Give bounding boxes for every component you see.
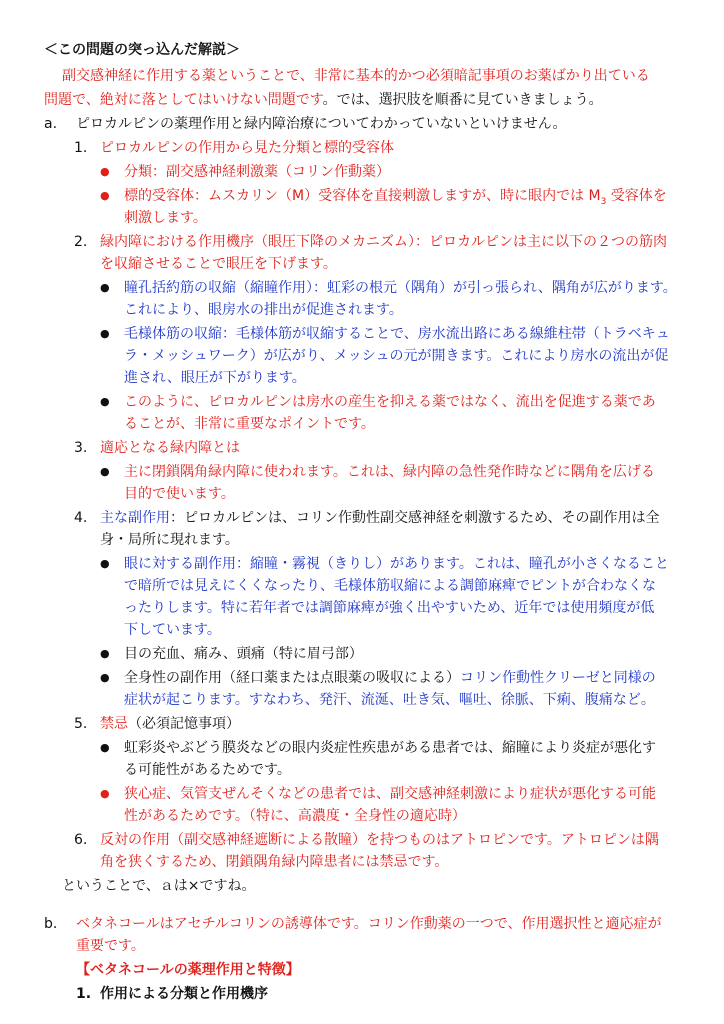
- option-b-item-1-number: 1.: [76, 986, 92, 1002]
- item-4-bullet-1-cont: 下しています。: [124, 622, 221, 638]
- item-4-title: 主な副作用：ピロカルピンは、コリン作動性副交感神経を刺激するため、その副作用は全: [100, 510, 660, 526]
- item-2-bullet-2-cont: ラ・メッシュワーク）が広がり、メッシュの元が開きます。これにより房水の流出が促: [124, 348, 669, 364]
- bullet-icon: ●: [100, 787, 110, 800]
- item-2-line-2: を収縮させることで眼圧を下げます。: [100, 256, 337, 272]
- bullet-icon: ●: [100, 557, 110, 570]
- item-6-line-2: 角を狭くするため、閉鎖隅角緑内障患者には禁忌です。: [100, 854, 449, 870]
- section-header: ＜この問題の突っ込んだ解説＞: [44, 42, 240, 58]
- item-1-bullet-1: 分類：副交感神経刺激薬（コリン作動薬）: [124, 164, 390, 180]
- item-3-number: 3.: [74, 440, 88, 456]
- item-5-bullet-2-cont: 性があるためです。（特に、高濃度・全身性の適応時）: [124, 808, 466, 824]
- bullet-icon: ●: [100, 327, 110, 340]
- item-6-number: 6.: [74, 832, 88, 848]
- option-b-line-1: ベタネコールはアセチルコリンの誘導体です。コリン作動薬の一つで、作用選択性と適応症が: [76, 916, 662, 932]
- item-5-number: 5.: [74, 716, 88, 732]
- option-b-item-1-title: 作用による分類と作用機序: [100, 986, 268, 1002]
- intro-line-1: 副交感神経に作用する薬ということで、非常に基本的かつ必須暗記事項のお薬ばかり出ている: [62, 68, 650, 84]
- item-5-bullet-1-cont: る可能性があるためです。: [124, 762, 291, 778]
- item-2-bullet-3-cont: ることが、非常に重要なポイントです。: [124, 416, 375, 432]
- option-b-heading: 【ベタネコールの薬理作用と特徴】: [76, 962, 300, 978]
- bullet-icon: ●: [100, 165, 110, 178]
- bullet-icon: ●: [100, 647, 110, 660]
- item-5-bullet-1: 虹彩炎やぶどう膜炎などの眼内炎症性疾患がある患者では、縮瞳により炎症が悪化す: [124, 740, 656, 756]
- item-3-bullet-1-cont: 目的で使います。: [124, 486, 235, 502]
- item-4-bullet-1-cont: で暗所では見えにくくなったり、毛様体筋収縮による調節麻痺でピントが合わなくな: [124, 578, 656, 594]
- item-5-title: 禁忌（必須記憶事項）: [100, 716, 240, 732]
- item-2-bullet-2: 毛様体筋の収縮：毛様体筋が収縮することで、房水流出路にある線維柱帯（トラベキュ: [124, 326, 670, 342]
- item-1-title: ピロカルピンの作用から見た分類と標的受容体: [100, 140, 394, 156]
- item-5-bullet-2: 狭心症、気管支ぜんそくなどの患者では、副交感神経刺激により症状が悪化する可能: [124, 786, 656, 802]
- intro-line-2: 問題で、絶対に落としてはいけない問題です。では、選択肢を順番に見ていきましょう。: [44, 92, 603, 108]
- bullet-icon: ●: [100, 671, 110, 684]
- bullet-icon: ●: [100, 189, 110, 202]
- item-2-bullet-1-cont: これにより、眼房水の排出が促進されます。: [124, 302, 403, 318]
- bullet-icon: ●: [100, 741, 110, 754]
- item-1-bullet-2-cont: 刺激します。: [124, 210, 207, 226]
- bullet-icon: ●: [100, 281, 110, 294]
- item-4-bullet-1: 眼に対する副作用：縮瞳・霧視（きりし）があります。これは、瞳孔が小さくなること: [124, 556, 669, 572]
- item-2-bullet-1: 瞳孔括約筋の収縮（縮瞳作用）：虹彩の根元（隅角）が引っ張られ、隅角が広がります。: [124, 280, 677, 296]
- item-4-bullet-3-cont: 症状が起こります。すなわち、発汗、流涎、吐き気、嘔吐、徐脈、下痢、腹痛など。: [124, 692, 655, 708]
- item-4-title-cont: 身・局所に現れます。: [100, 532, 239, 548]
- item-2-line-1: 緑内障における作用機序（眼圧下降のメカニズム）：ピロカルピンは主に以下の２つの筋肉: [100, 234, 667, 250]
- item-2-bullet-3: このように、ピロカルピンは房水の産生を抑える薬ではなく、流出を促進する薬であ: [124, 394, 656, 410]
- item-4-number: 4.: [74, 510, 88, 526]
- item-6-line-1: 反対の作用（副交感神経遮断による散瞳）を持つものはアトロピンです。アトロピンは隅: [100, 832, 659, 848]
- item-2-number: 2.: [74, 234, 88, 250]
- item-2-bullet-2-cont: 進され、眼圧が下がります。: [124, 370, 306, 386]
- item-3-bullet-1: 主に閉鎖隅角緑内障に使われます。これは、緑内障の急性発作時などに隅角を広げる: [124, 464, 655, 480]
- bullet-icon: ●: [100, 465, 110, 478]
- option-b-line-2: 重要です。: [76, 938, 145, 954]
- bullet-icon: ●: [100, 395, 110, 408]
- item-1-number: 1.: [74, 140, 88, 156]
- option-b-marker: b.: [44, 916, 58, 932]
- item-4-bullet-3: 全身性の副作用（経口薬または点眼薬の吸収による）コリン作動性クリーゼと同様の: [124, 670, 656, 686]
- option-a-conclusion: ということで、ａは×ですね。: [62, 878, 256, 894]
- item-3-title: 適応となる緑内障とは: [100, 440, 240, 456]
- item-1-bullet-2: 標的受容体：ムスカリン（M）受容体を直接刺激しますが、時に眼内では $M_3$ 受容体を: [124, 188, 667, 207]
- option-a-marker: a.: [44, 116, 58, 132]
- option-a-title: ピロカルピンの薬理作用と緑内障治療についてわかっていないといけません。: [76, 116, 567, 132]
- item-4-bullet-1-cont: ったりします。特に若年者では調節麻痺が強く出やすいため、近年では使用頻度が低: [124, 600, 655, 616]
- item-4-bullet-2: 目の充血、痛み、頭痛（特に眉弓部）: [124, 646, 363, 662]
